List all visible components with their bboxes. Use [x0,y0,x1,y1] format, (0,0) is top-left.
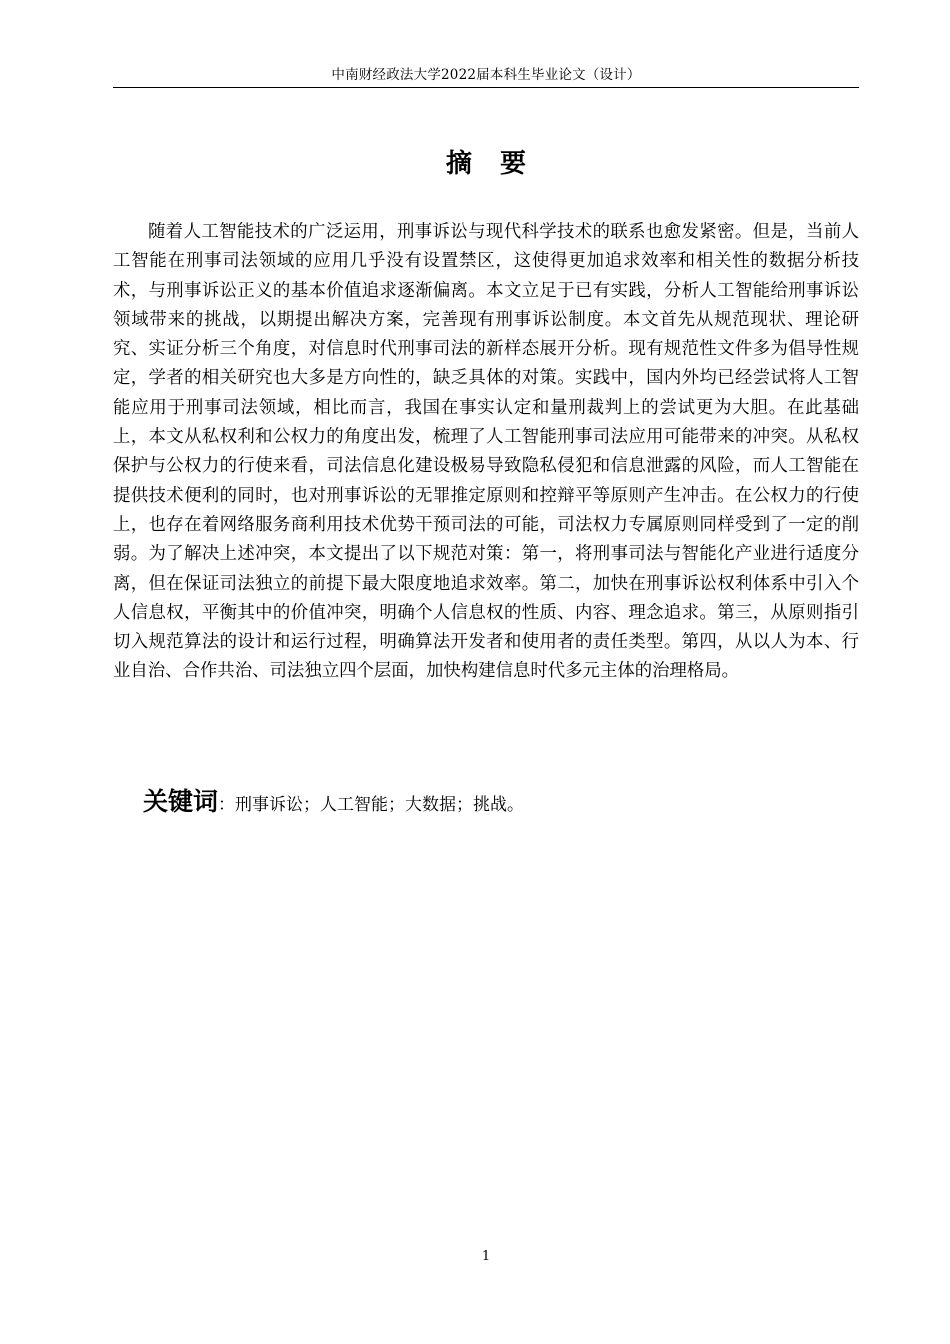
abstract-title: 摘要 [445,149,554,179]
keywords-text: 刑事诉讼；人工智能；大数据；挑战。 [235,795,525,815]
keywords-colon: ： [218,795,236,815]
abstract-body: 随着人工智能技术的广泛运用，刑事诉讼与现代科学技术的联系也愈发紧密。但是，当前人工智能在刑事司法领域的应用几乎没有设置禁区，这使得更加追求效率和相关性的数据分析技术，与刑事诉讼正义的基本价值追求逐渐偏离。本文立足于已有实践，分析人工智能给刑事诉讼领域带来的挑战，以期提出解决方案，完善现有刑事诉讼制度。本文首先从规范现状、理论研究、实证分析三个角度，对信息时代刑事司法的新样态展开分析。现有规范性文件多为倡导性规定，学者的相关研究也大多是方向性的，缺乏具体的对策。实践中，国内外均已经尝试将人工智能应用于刑事司法领域，相比而言，我国在事实认定和量刑裁判上的尝试更为大胆。在此基础上，本文从私权利和公权力的角度出发，梳理了人工智能刑事司法应用可能带来的冲突。从私权保护与公权力的行使来看，司法信息化建设极易导致隐私侵犯和信息泄露的风险，而人工智能在提供技术便利的同时，也对刑事诉讼的无罪推定原则和控辩平等原则产生冲击。在公权力的行使上，也存在着网络服务商利用技术优势干预司法的可能，司法权力专属原则同样受到了一定的削弱。为了解决上述冲突，本文提出了以下规范对策：第一，将刑事司法与智能化产业进行适度分离，但在保证司法独立的前提下最大限度地追求效率。第二，加快在刑事诉讼权利体系中引入个人信息权，平衡其中的价值冲突，明确个人信息权的性质、内容、理念追求。第三，从原则指引切入规范算法的设计和运行过程，明确算法开发者和使用者的责任类型。第四，从以人为本、行业自治、合作共治、司法独立四个层面，加快构建信息时代多元主体的治理格局。 [113,222,859,682]
header-rule [113,87,859,88]
keywords-line [143,784,524,823]
running-header: 中南财经政法大学2022届本科生毕业论文（设计） [331,67,641,83]
keywords-label: 关键词 [143,787,219,816]
page-number: 1 [481,1249,491,1264]
